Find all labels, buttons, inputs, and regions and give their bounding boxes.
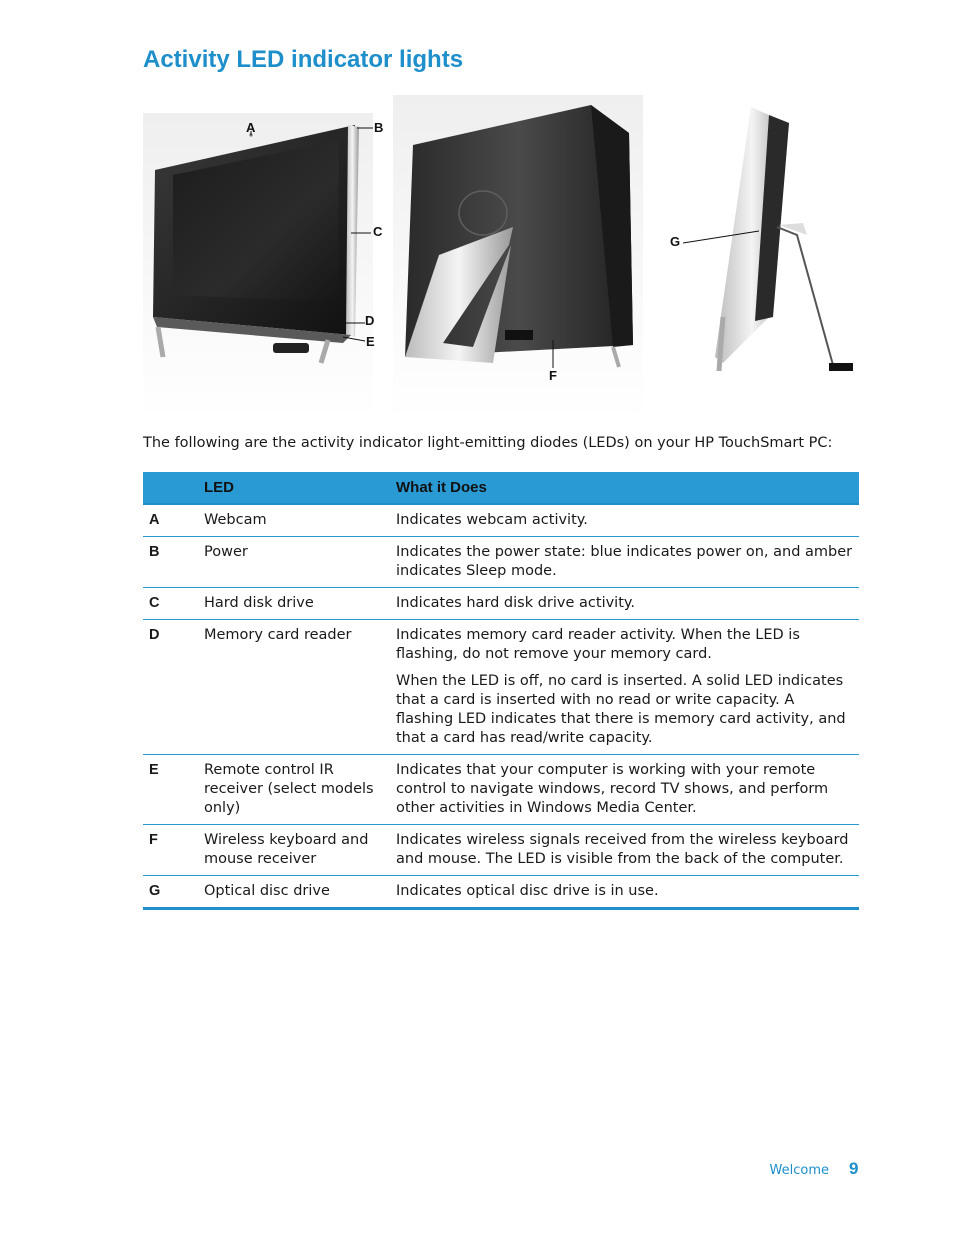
- product-illustration: [143, 95, 859, 420]
- callout-a: A: [246, 120, 256, 135]
- front-stand-base: [273, 343, 309, 353]
- touchsmart-pc-views: [143, 95, 859, 420]
- footer-page-number: 9: [849, 1159, 859, 1178]
- row-description: [390, 876, 859, 909]
- description-paragraph: Indicates memory card reader activity. When the LED is flashing, do not remove your memory card.: [396, 627, 800, 662]
- description-paragraph: Indicates the power state: blue indicates power on, and amber indicates Sleep mode.: [396, 544, 853, 579]
- table-row: [143, 537, 859, 588]
- row-letter: E: [143, 755, 198, 825]
- row-description: [390, 755, 859, 825]
- row-description: [390, 504, 859, 537]
- led-table: [143, 472, 859, 910]
- row-letter: F: [143, 825, 198, 876]
- callout-e: E: [366, 334, 375, 349]
- table-row: [143, 588, 859, 620]
- table-header-row: [143, 472, 859, 504]
- footer-section-label: Welcome: [769, 1163, 829, 1178]
- table-row: [143, 876, 859, 909]
- row-description: [390, 825, 859, 876]
- header-what-it-does: What it Does: [390, 472, 859, 504]
- side-stand-foot: [829, 363, 853, 371]
- callout-g: G: [670, 234, 681, 249]
- back-view: [405, 105, 633, 367]
- row-description: [390, 588, 859, 620]
- row-letter: B: [143, 537, 198, 588]
- callout-b: B: [374, 120, 384, 135]
- header-led: LED: [198, 472, 390, 504]
- table-row: [143, 825, 859, 876]
- description-paragraph: When the LED is off, no card is inserted. A solid LED indicates that a card is inserted with no read or write capacity. A flashing LED indicates that there is memory card activity, and that a card has read/write capacity.: [396, 673, 846, 746]
- callout-c: C: [373, 224, 383, 239]
- intro-text: The following are the activity indicator light-emitting diodes (LEDs) on your HP TouchSmart PC:: [143, 435, 833, 451]
- callout-f: F: [549, 368, 557, 383]
- row-letter: D: [143, 620, 198, 755]
- description-paragraph: Indicates webcam activity.: [396, 512, 588, 528]
- table-body: [143, 504, 859, 909]
- header-letter: [143, 472, 198, 504]
- description-paragraph: Indicates optical disc drive is in use.: [396, 883, 659, 899]
- row-letter: G: [149, 883, 161, 899]
- page-title: Activity LED indicator lights: [143, 46, 464, 73]
- row-led: Remote control IR receiver (select models only): [198, 755, 390, 825]
- table-row: [143, 755, 859, 825]
- row-led: Webcam: [198, 504, 390, 537]
- row-letter: C: [143, 588, 198, 620]
- table-row: [143, 620, 859, 755]
- description-paragraph: Indicates hard disk drive activity.: [396, 595, 636, 611]
- row-led: Memory card reader: [198, 620, 390, 755]
- side-view: [715, 107, 853, 371]
- description-paragraph: Indicates wireless signals received from the wireless keyboard and mouse. The LED is visible from the back of the computer.: [396, 832, 849, 867]
- description-paragraph: Indicates that your computer is working with your remote control to navigate windows, record TV shows, and perform other activities in Windows Media Center.: [396, 762, 829, 816]
- callout-d: D: [365, 313, 375, 328]
- wireless-receiver-area: [505, 330, 533, 340]
- row-led: Power: [198, 537, 390, 588]
- row-description: [390, 537, 859, 588]
- row-description: [390, 620, 859, 755]
- table-row: [143, 504, 859, 537]
- row-led: Wireless keyboard and mouse receiver: [198, 825, 390, 876]
- side-stand-arm: [777, 227, 833, 365]
- row-led: Hard disk drive: [198, 588, 390, 620]
- row-led: Optical disc drive: [204, 883, 330, 899]
- row-letter: A: [143, 504, 198, 537]
